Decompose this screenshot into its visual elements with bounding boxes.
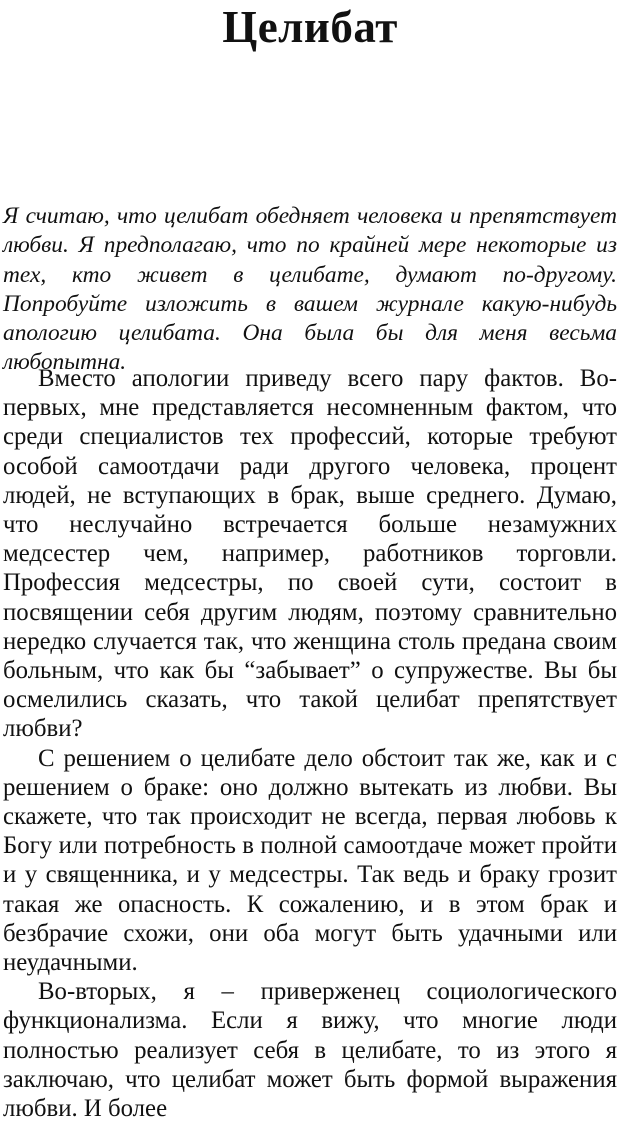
answer-text	[3, 364, 617, 1123]
paragraph-2: С решением о целибате дело обстоит так же, как и с решением о браке: оно должно вытекать из любви. Вы скажете, что так происходит не всегда, первая любовь к Богу или потребность в полной самоотдаче может пройти и у священника, и у медсестры. Так ведь и браку грозит такая же опасность. К сожалению, и в этом брак и безбрачие схожи, они оба могут быть удачными или неудачными.	[3, 744, 617, 977]
reader-question: Я считаю, что целибат обедняет человека и препятствует любви. Я предполагаю, что по крайней мере некоторые из тех, кто живет в целибате, думают по-другому. Попробуйте изложить в вашем журнале какую-нибудь апологию целибата. Она была бы для меня весьма любопытна.	[3, 203, 617, 376]
paragraph-3: Во-вторых, я – приверженец социологического функционализма. Если я вижу, что многие люди полностью реализует себя в целибате, то из этого я заключаю, что целибат может быть формой выражения любви. И более	[3, 978, 617, 1123]
paragraph-1: Вместо апологии приведу всего пару фактов. Во-первых, мне представляется несомненным фактом, что среди специалистов тех профессий, которые требуют особой самоотдачи ради другого человека, процент людей, не вступающих в брак, выше среднего. Думаю, что неслучайно встречается больше незамужних медсестер чем, например, работников торговли. Профессия медсестры, по своей сути, состоит в посвящении себя другим людям, поэтому сравнительно нередко случается так, что женщина столь предана своим больным, что как бы “забывает” о супружестве. Вы бы осмелились сказать, что такой целибат препятствует любви?	[3, 365, 617, 743]
page-title: Целибат	[222, 2, 398, 52]
